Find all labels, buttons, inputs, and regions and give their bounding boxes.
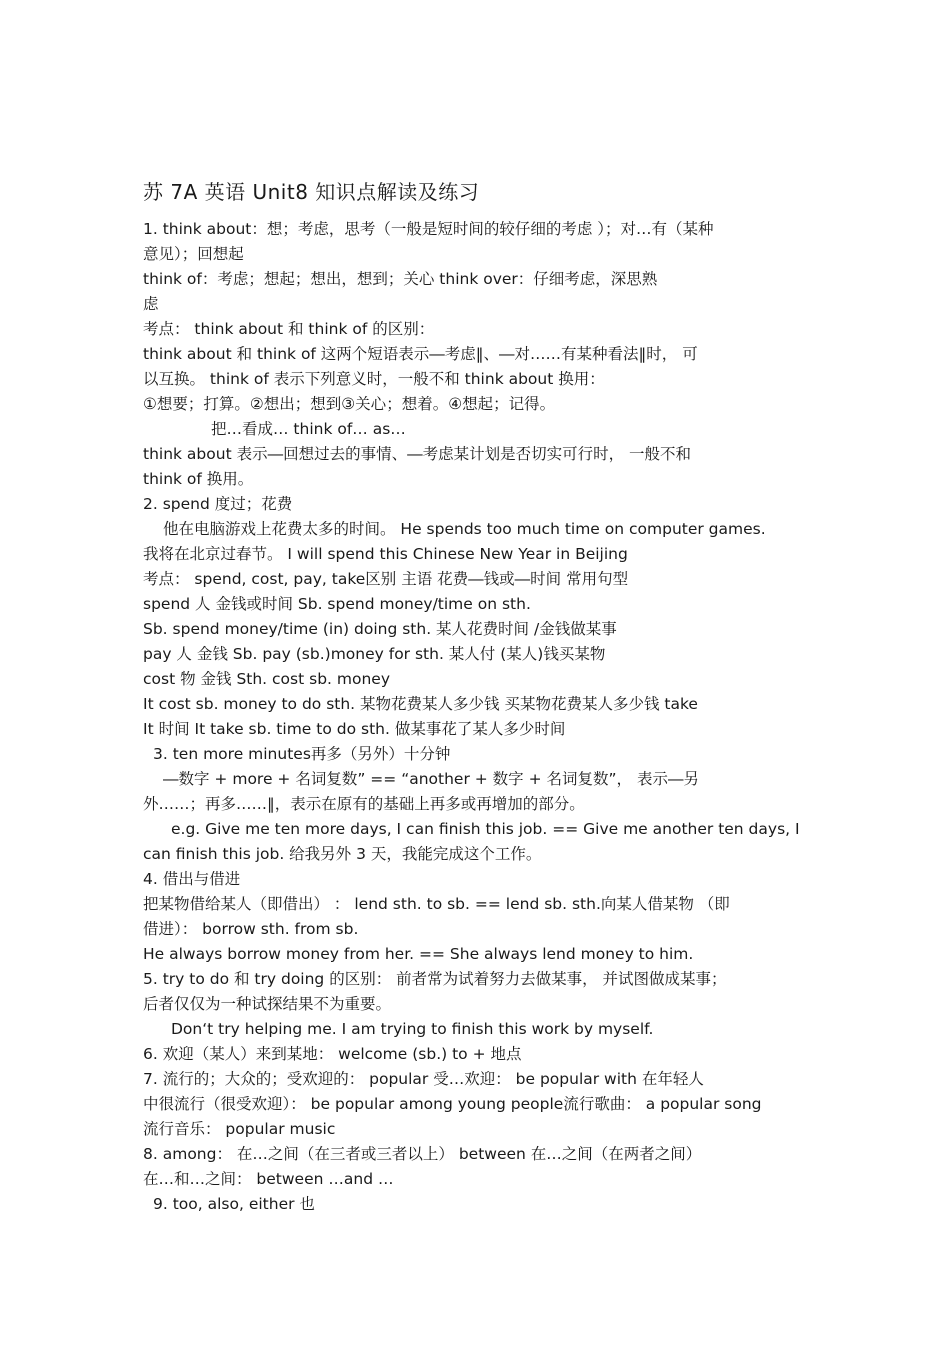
- text-line: 我将在北京过春节。 I will spend this Chinese New Year in Beijing: [143, 545, 628, 563]
- text-line: think about 和 think of 这两个短语表示―考虑‖、―对……有某种看法‖时， 可: [143, 345, 698, 363]
- text-line: 5. try to do 和 try doing 的区别： 前者常为试着努力去做某事， 并试图做成某事；: [143, 970, 727, 988]
- text-line: 外……；再多……‖，表示在原有的基础上再多或再增加的部分。: [143, 795, 585, 813]
- text-line: 在…和…之间： between …and …: [143, 1170, 394, 1188]
- text-line: 把某物借给某人（即借出） ： lend sth. to sb. == lend sb. sth.向某人借某物 （即: [143, 895, 730, 913]
- text-line: 意见）；回想起: [143, 245, 244, 263]
- text-line: spend 人 金钱或时间 Sb. spend money/time on sth.: [143, 595, 531, 613]
- text-line: cost 物 金钱 Sth. cost sb. money: [143, 670, 391, 688]
- text-line: 把…看成… think of… as…: [211, 420, 406, 438]
- text-line: 后者仅仅为一种试探结果不为重要。: [143, 995, 392, 1013]
- text-line: He always borrow money from her. == She always lend money to him.: [143, 945, 694, 963]
- text-line: 中很流行（很受欢迎）： be popular among young people流行歌曲： a popular song: [143, 1095, 762, 1113]
- text-line: e.g. Give me ten more days, I can finish this job. == Give me another ten days, I: [171, 820, 800, 838]
- text-line: It 时间 It take sb. time to do sth. 做某事花了某人多少时间: [143, 720, 566, 738]
- text-line: It cost sb. money to do sth. 某物花费某人多少钱 买某物花费某人多少钱 take: [143, 695, 698, 713]
- text-line: 借进）： borrow sth. from sb.: [143, 920, 359, 938]
- text-line: 1. think about：想；考虑，思考（一般是短时间的较仔细的考虑 ）；对…有（某种: [143, 220, 714, 238]
- text-line: think of 换用。: [143, 470, 254, 488]
- text-line: pay 人 金钱 Sb. pay (sb.)money for sth. 某人付 (某人)钱买某物: [143, 645, 606, 663]
- text-line: 3. ten more minutes再多（另外）十分钟: [153, 745, 451, 763]
- text-line: think of：考虑；想起；想出，想到；关心 think over：仔细考虑，深思熟: [143, 270, 658, 288]
- text-line: ①想要；打算。②想出；想到③关心；想着。④想起；记得。: [143, 395, 556, 413]
- document-body: [143, 217, 823, 1217]
- text-line: 虑: [143, 295, 159, 313]
- text-line: 8. among： 在…之间（在三者或三者以上） between 在…之间（在两者之间）: [143, 1145, 702, 1163]
- text-line: 以互换。 think of 表示下列意义时，一般不和 think about 换用：: [143, 370, 605, 388]
- text-line: Sb. spend money/time (in) doing sth. 某人花费时间 /金钱做某事: [143, 620, 617, 638]
- text-line: 考点： spend, cost, pay, take区别 主语 花费―钱或―时间 常用句型: [143, 570, 629, 588]
- text-line: Don‘t try helping me. I am trying to finish this work by myself.: [171, 1020, 654, 1038]
- text-line: 考点： think about 和 think of 的区别：: [143, 320, 435, 338]
- text-line: 他在电脑游戏上花费太多的时间。 He spends too much time on computer games.: [163, 520, 766, 538]
- text-line: 7. 流行的；大众的；受欢迎的： popular 受…欢迎： be popular with 在年轻人: [143, 1070, 704, 1088]
- text-line: 2. spend 度过；花费: [143, 495, 293, 513]
- text-line: 流行音乐： popular music: [143, 1120, 336, 1138]
- text-line: 4. 借出与借进: [143, 870, 241, 888]
- text-line: think about 表示―回想过去的事情、―考虑某计划是否切实可行时， 一般不和: [143, 445, 692, 463]
- text-line: 9. too, also, either 也: [153, 1195, 315, 1213]
- text-line: can finish this job. 给我另外 3 天，我能完成这个工作。: [143, 845, 542, 863]
- text-line: ―数字 + more + 名词复数” == “another + 数字 + 名词复数”， 表示―另: [163, 770, 699, 788]
- text-line: 6. 欢迎（某人）来到某地： welcome (sb.) to + 地点: [143, 1045, 522, 1063]
- document-title: 苏 7A 英语 Unit8 知识点解读及练习: [143, 180, 480, 204]
